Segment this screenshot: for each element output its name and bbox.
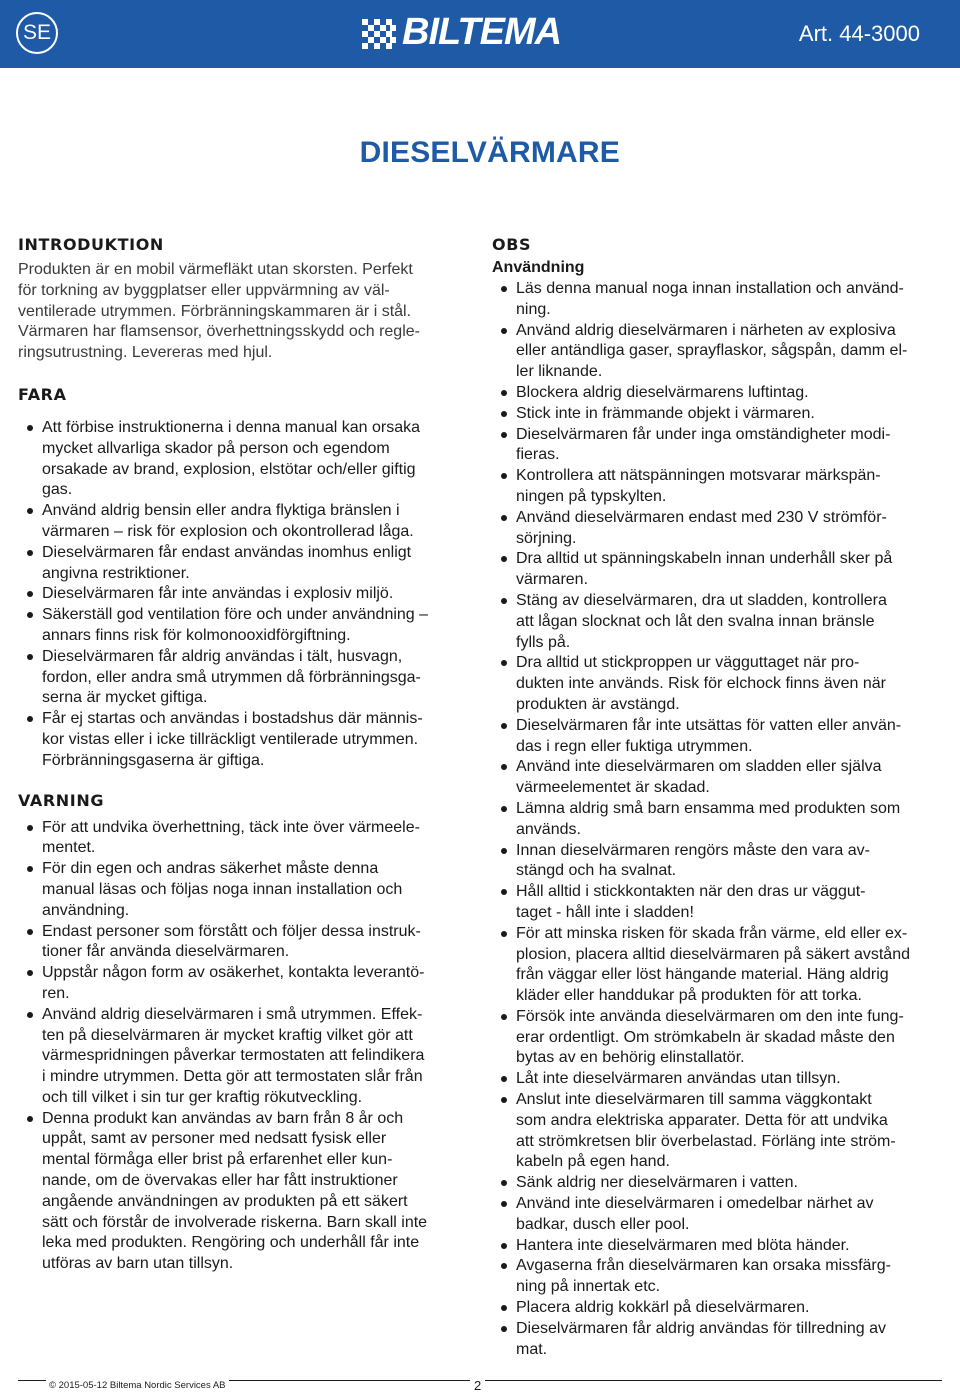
left-column xyxy=(18,232,460,1275)
text-line: användning. xyxy=(42,901,130,919)
text-line: Denna produkt kan användas av barn från 8 år och xyxy=(42,1109,404,1127)
text-line: Håll alltid i stickkontakten när den dras ur väggut- xyxy=(516,883,866,901)
bullet-item xyxy=(18,922,460,964)
bullet-item xyxy=(492,841,932,883)
text-line: annars finns risk för kolmonooxidförgiftning. xyxy=(42,626,351,644)
text-line: används. xyxy=(516,820,581,838)
obs-list xyxy=(492,279,932,1360)
text-line: Använd aldrig dieselvärmaren i närheten av explosiva xyxy=(516,321,896,339)
text-line: das i regn eller fuktiga utrymmen. xyxy=(516,737,753,755)
text-line: För din egen och andras säkerhet måste denna xyxy=(42,860,379,878)
bullet-item xyxy=(18,543,460,585)
text-line: uppåt, samt av personer med nedsatt fysisk eller xyxy=(42,1130,387,1148)
bullet-item xyxy=(492,1236,932,1257)
bullet-item xyxy=(18,418,460,501)
text-line: Sänk aldrig ner dieselvärmaren i vatten. xyxy=(516,1174,798,1192)
section-introduktion xyxy=(18,232,460,364)
text-line: angående användningen av produkten på ett säkert xyxy=(42,1192,408,1210)
bullet-item xyxy=(492,1007,932,1069)
text-line: Dieselvärmaren får under inga omständigheter modi- xyxy=(516,425,891,443)
section-subheading: Användning xyxy=(492,259,585,276)
text-line: erar ordentligt. Om strömkabeln är skadad måste den xyxy=(516,1028,895,1046)
text-line: kabeln på egen hand. xyxy=(516,1153,670,1171)
bullet-item xyxy=(492,757,932,799)
article-number: Art. 44-3000 xyxy=(798,21,920,46)
text-line: produkten är avstängd. xyxy=(516,695,680,713)
section-heading: INTRODUKTION xyxy=(18,235,164,254)
text-line: Att förbise instruktionerna i denna manual kan orsaka xyxy=(42,418,420,436)
bullet-item xyxy=(492,508,932,550)
bullet-item xyxy=(492,882,932,924)
text-line: angivna restriktioner. xyxy=(42,564,190,582)
text-line: Produkten är en mobil värmefläkt utan skorsten. Perfekt xyxy=(18,261,413,278)
text-line: och till vilket i sin tur ger kraftig rökutveckling. xyxy=(42,1088,363,1106)
text-line: Stäng av dieselvärmaren, dra ut sladden, kontrollera xyxy=(516,591,887,609)
text-line: leka med produkten. Rengöring och underhåll får inte xyxy=(42,1234,420,1252)
text-line: sörjning. xyxy=(516,529,577,547)
text-line: bytas av en behörig elinstallatör. xyxy=(516,1049,745,1067)
bullet-item xyxy=(18,647,460,709)
text-line: Endast personer som förstått och följer dessa instruk- xyxy=(42,922,421,940)
text-line: nande, om de övervakas eller har fått instruktioner xyxy=(42,1172,398,1190)
text-line: Dieselvärmaren får inte utsättas för vatten eller använ- xyxy=(516,716,902,734)
text-line: Säkerställ god ventilation före och under användning – xyxy=(42,606,429,624)
text-line: Dra alltid ut spänningskabeln innan underhåll sker på xyxy=(516,550,893,568)
text-line: För att undvika överhettning, täck inte över värmeele- xyxy=(42,818,420,836)
text-line: att strömkretsen blir överbelastad. Förläng inte ström- xyxy=(516,1132,896,1150)
section-fara xyxy=(18,382,460,772)
text-line: fylls på. xyxy=(516,633,571,651)
text-line: Använd inte dieselvärmaren i omedelbar närhet av xyxy=(516,1195,874,1213)
text-line: Använd aldrig dieselvärmaren i små utrymmen. Effek- xyxy=(42,1005,423,1023)
bullet-item xyxy=(492,716,932,758)
text-line: Stick inte in främmande objekt i värmaren. xyxy=(516,404,815,422)
page-number: 2 xyxy=(470,1380,485,1392)
text-line: Blockera aldrig dieselvärmarens luftintag. xyxy=(516,383,809,401)
text-line: eller antändliga gaser, sprayflaskor, sågspån, damm el- xyxy=(516,342,908,360)
bullet-item xyxy=(18,1109,460,1275)
bullet-item xyxy=(18,859,460,921)
bullet-item xyxy=(18,709,460,771)
bullet-item xyxy=(18,605,460,647)
bullet-item xyxy=(492,404,932,425)
text-line: för torkning av byggplatser eller uppvärmning av väl- xyxy=(18,281,390,299)
text-line: Får ej startas och användas i bostadshus där männis- xyxy=(42,710,423,728)
bullet-item xyxy=(492,1194,932,1236)
text-line: Anslut inte dieselvärmaren till samma väggkontakt xyxy=(516,1091,872,1109)
text-line: värmeelementet är skadad. xyxy=(516,779,710,797)
text-line: Förbränningsgaserna är giftiga. xyxy=(42,751,265,769)
text-line: Värmaren har flamsensor, överhettningsskydd och regle- xyxy=(18,323,420,341)
text-line: ventilerade utrymmen. Förbränningskammaren är i stål. xyxy=(18,302,412,320)
text-line: dukten inte används. Risk för elchock finns även när xyxy=(516,675,886,693)
text-line: från väggar eller löst hängande material. Häng aldrig xyxy=(516,966,889,984)
bullet-item xyxy=(492,1319,932,1361)
bullet-item xyxy=(492,549,932,591)
text-line: mat. xyxy=(516,1340,548,1358)
text-line: värmaren – risk för explosion och okontrollerad låga. xyxy=(42,522,414,540)
text-line: mycket allvarliga skador på person och egendom xyxy=(42,439,390,457)
bullet-item xyxy=(18,818,460,860)
text-line: stängd och ha svalnat. xyxy=(516,862,677,880)
text-line: Uppstår någon form av osäkerhet, kontakta leverantö- xyxy=(42,964,425,982)
text-line: Använd aldrig bensin eller andra flyktiga bränslen i xyxy=(42,502,400,520)
text-line: värmaren. xyxy=(516,571,589,589)
bullet-item xyxy=(492,799,932,841)
text-line: Lämna aldrig små barn ensamma med produkten som xyxy=(516,799,901,817)
text-line: mental förmåga eller brist på erfarenhet eller kun- xyxy=(42,1151,393,1169)
text-line: Kontrollera att nätspänningen motsvarar märkspän- xyxy=(516,467,881,485)
text-line: Dieselvärmaren får endast användas inomhus enligt xyxy=(42,543,412,561)
section-varning xyxy=(18,788,460,1276)
text-line: ning på innertak etc. xyxy=(516,1278,661,1296)
text-line: Försök inte använda dieselvärmaren om den inte fung- xyxy=(516,1007,904,1025)
text-line: utföras av barn utan tillsyn. xyxy=(42,1255,234,1273)
text-line: Använd inte dieselvärmaren om sladden eller själva xyxy=(516,758,882,776)
text-line: taget - håll inte i sladden! xyxy=(516,903,694,921)
bullet-item xyxy=(18,1005,460,1109)
text-line: Dieselvärmaren får aldrig användas i tält, husvagn, xyxy=(42,647,403,665)
bullet-item xyxy=(492,1090,932,1173)
text-line: sätt och förstår de involverade riskerna. Barn skall inte xyxy=(42,1213,428,1231)
bullet-item xyxy=(492,653,932,715)
document-title: DIESELVÄRMARE xyxy=(359,136,620,169)
text-line: För att minska risken för skada från värme, eld eller ex- xyxy=(516,924,908,942)
text-line: i mindre utrymmen. Detta gör att termostaten slår från xyxy=(42,1068,423,1086)
fara-list xyxy=(18,418,460,772)
text-line: att lågan slocknat och låt den svalna innan bränsle xyxy=(516,612,875,630)
section-heading: VARNING xyxy=(18,790,105,810)
section-heading: OBS xyxy=(492,235,532,254)
checkered-flag-icon xyxy=(362,19,396,49)
bullet-item xyxy=(18,584,460,605)
bullet-item xyxy=(18,963,460,1005)
text-line: ning. xyxy=(516,300,551,318)
text-line: ren. xyxy=(42,984,70,1002)
bullet-item xyxy=(492,1298,932,1319)
text-line: Dieselvärmaren får inte användas i explosiv miljö. xyxy=(42,585,394,603)
bullet-item xyxy=(492,279,932,321)
text-line: gas. xyxy=(42,481,73,499)
text-line: serna är mycket giftiga. xyxy=(42,689,208,707)
text-line: värmespridningen påverkar termostaten att felindikera xyxy=(42,1047,425,1065)
footer-copyright: © 2015-05-12 Biltema Nordic Services AB xyxy=(46,1380,229,1392)
text-line: badkar, dusch eller pool. xyxy=(516,1215,690,1233)
text-line: ler liknande. xyxy=(516,363,603,381)
text-line: Hantera inte dieselvärmaren med blöta händer. xyxy=(516,1236,850,1254)
text-line: kläder eller handdukar på produkten för att torka. xyxy=(516,987,862,1005)
text-line: orsakade av brand, explosion, elstötar och/eller giftig xyxy=(42,460,416,478)
section-obs xyxy=(492,232,932,1360)
text-line: kor vistas eller i icke tillräckligt ventilerade utrymmen. xyxy=(42,730,419,748)
text-line: Använd dieselvärmaren endast med 230 V strömför- xyxy=(516,508,887,526)
text-line: ningen på typskylten. xyxy=(516,487,667,505)
text-line: manual läsas och följas noga innan installation och xyxy=(42,880,403,898)
text-line: fieras. xyxy=(516,446,560,464)
text-line: Innan dieselvärmaren rengörs måste den vara av- xyxy=(516,841,870,859)
text-line: Läs denna manual noga innan installation och använd- xyxy=(516,280,904,297)
bullet-item xyxy=(492,321,932,383)
bullet-item xyxy=(492,1256,932,1298)
bullet-item xyxy=(492,1069,932,1090)
bullet-item xyxy=(18,501,460,543)
text-line: tioner får använda dieselvärmaren. xyxy=(42,943,290,961)
text-line: fordon, eller andra små utrymmen då förbränningsga- xyxy=(42,668,421,686)
text-line: Låt inte dieselvärmaren användas utan tillsyn. xyxy=(516,1070,841,1088)
bullet-item xyxy=(492,425,932,467)
bullet-item xyxy=(492,591,932,653)
text-line: Placera aldrig kokkärl på dieselvärmaren. xyxy=(516,1299,810,1317)
text-line: Avgaserna från dieselvärmaren kan orsaka missfärg- xyxy=(516,1257,891,1275)
text-line: Dieselvärmaren får aldrig användas för tillredning av xyxy=(516,1319,886,1337)
header-bar xyxy=(0,0,960,68)
bullet-item xyxy=(492,1173,932,1194)
text-line: plosion, placera alltid dieselvärmaren på säkert avstånd xyxy=(516,945,910,963)
section-heading: FARA xyxy=(18,384,67,404)
text-line: Dra alltid ut stickproppen ur vägguttaget när pro- xyxy=(516,654,860,672)
bullet-item xyxy=(492,924,932,1007)
text-line: som andra elektriska apparater. Detta för att undvika xyxy=(516,1111,888,1129)
bullet-item xyxy=(492,466,932,508)
bullet-item xyxy=(492,383,932,404)
text-line: ringsutrustning. Levereras med hjul. xyxy=(18,344,273,362)
country-badge: SE xyxy=(16,12,58,54)
text-line: ten på dieselvärmaren är mycket kraftig vilket gör att xyxy=(42,1026,413,1044)
text-line: mentet. xyxy=(42,839,96,857)
logo-wordmark: BILTEMA xyxy=(402,11,562,53)
right-column xyxy=(492,232,932,1360)
varning-list xyxy=(18,818,460,1276)
intro-paragraph xyxy=(18,260,460,364)
